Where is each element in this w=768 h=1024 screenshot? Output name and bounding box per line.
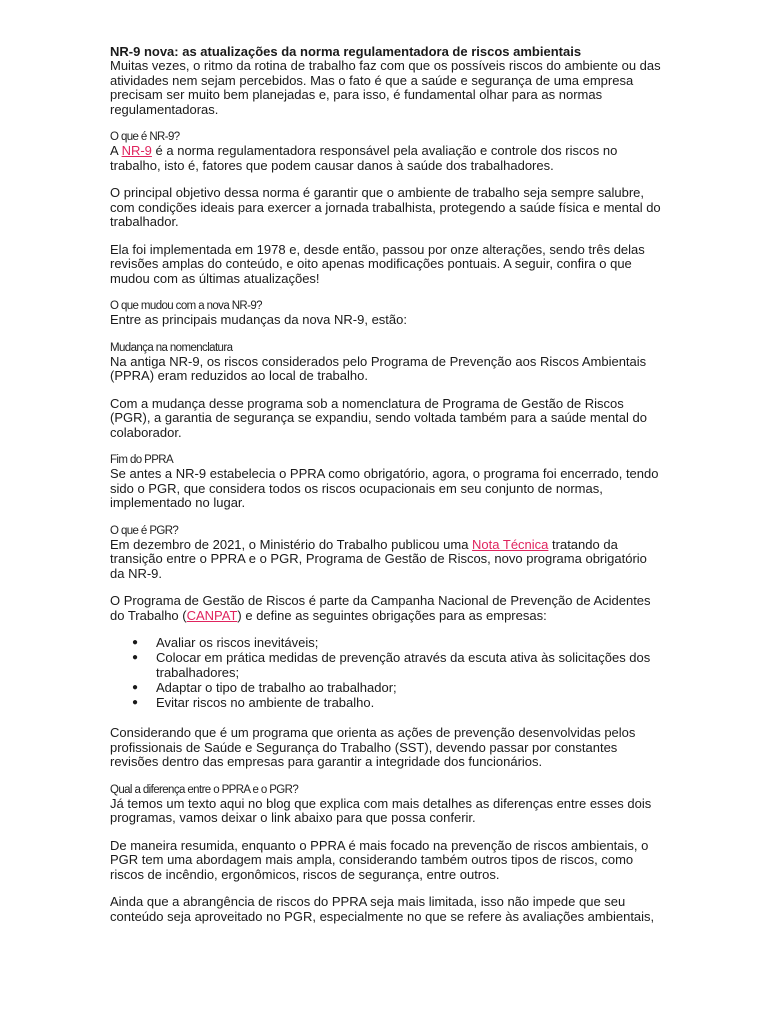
- paragraph: Ela foi implementada em 1978 e, desde então, passou por onze alterações, sendo três delas revisões amplas do conteúdo, e oito apenas modificações pontuais. A seguir, confira o que mudou com as últimas atualizações!: [110, 241, 645, 286]
- bullet-icon: ●: [132, 697, 139, 708]
- list-item: ● Avaliar os riscos inevitáveis;: [132, 635, 319, 650]
- paragraph: De maneira resumida, enquanto o PPRA é mais focado na prevenção de riscos ambientais, o PGR tem uma abordagem mais ampla, considerando também outros tipos de riscos, como riscos de incêndio, ergonômicos, riscos de segurança, entre outros.: [110, 837, 649, 882]
- paragraph: A NR-9 é a norma regulamentadora responsável pela avaliação e controle dos riscos no trabalho, isto é, fatores que podem causar danos à saúde dos trabalhadores.: [110, 143, 618, 173]
- section-heading-ppra-vs-pgr: Qual a diferença entre o PPRA e o PGR?: [110, 783, 299, 796]
- canpat-link[interactable]: CANPAT: [186, 607, 238, 623]
- paragraph: Entre as principais mudanças da nova NR-9, estão:: [110, 312, 407, 327]
- paragraph: Considerando que é um programa que orienta as ações de prevenção desenvolvidas pelos profissionais de Saúde e Segurança do Trabalho (SST), devendo passar por constantes revisões dentro das empresas para garantir a integridade dos funcionários.: [110, 725, 636, 769]
- intro-paragraph: Muitas vezes, o ritmo da rotina de trabalho faz com que os possíveis riscos do ambiente ou das atividades nem sejam percebidos. Mas o fato é que a saúde e segurança de uma empresa precisam ser muito bem planejadas e, para isso, é fundamental olhar para as normas regulamentadoras.: [110, 58, 661, 117]
- bullet-icon: ●: [132, 652, 139, 663]
- paragraph: Ainda que a abrangência de riscos do PPRA seja mais limitada, isso não impede que seu conteúdo seja aproveitado no PGR, especialmente no que se refere às avaliações ambientais,: [110, 894, 655, 924]
- section-heading-what-is-pgr: O que é PGR?: [110, 524, 179, 537]
- section-heading-nomenclature: Mudança na nomenclatura: [110, 341, 233, 354]
- nr9-link[interactable]: NR-9: [121, 143, 152, 158]
- nota-tecnica-link[interactable]: Nota Técnica: [472, 536, 549, 552]
- paragraph: Já temos um texto aqui no blog que explica com mais detalhes as diferenças entre esses dois programas, vamos deixar o link abaixo para que possa conferir.: [110, 795, 652, 825]
- paragraph: Com a mudança desse programa sob a nomenclatura de Programa de Gestão de Riscos (PGR), a garantia de segurança se expandiu, sendo voltada também para a saúde mental do colaborador.: [110, 395, 647, 440]
- paragraph: Na antiga NR-9, os riscos considerados pelo Programa de Prevenção aos Riscos Ambientais (PPRA) eram reduzidos ao local de trabalho.: [110, 353, 647, 383]
- document-page: [110, 44, 662, 924]
- bullet-icon: ●: [132, 637, 139, 648]
- list-item: ● Colocar em prática medidas de prevenção através da escuta ativa às solicitações dos trabalhadores;: [132, 650, 651, 680]
- paragraph: O Programa de Gestão de Riscos é parte da Campanha Nacional de Prevenção de Acidentes do Trabalho (CANPAT) e define as seguintes obrigações para as empresas:: [110, 593, 651, 623]
- paragraph: Se antes a NR-9 estabelecia o PPRA como obrigatório, agora, o programa foi encerrado, tendo sido o PGR, que considera todos os riscos ocupacionais em seu conjunto de normas, implementado no lugar.: [110, 466, 659, 510]
- article-title: NR-9 nova: as atualizações da norma regulamentadora de riscos ambientais: [110, 44, 582, 59]
- paragraph: Em dezembro de 2021, o Ministério do Trabalho publicou uma Nota Técnica tratando da transição entre o PPRA e o PGR, Programa de Gestão de Riscos, novo programa obrigatório da NR-9.: [110, 536, 647, 581]
- list-item: ● Evitar riscos no ambiente de trabalho.: [132, 695, 375, 710]
- bullet-icon: ●: [132, 682, 139, 693]
- list-item: ● Adaptar o tipo de trabalho ao trabalhador;: [132, 680, 397, 695]
- obligations-list: [110, 635, 662, 710]
- section-heading-what-changed: O que mudou com a nova NR-9?: [110, 300, 262, 312]
- section-heading-end-of-ppra: Fim do PPRA: [110, 454, 174, 466]
- paragraph: O principal objetivo dessa norma é garantir que o ambiente de trabalho seja sempre salubre, com condições ideais para exercer a jornada trabalhista, protegendo a saúde física e mental do trabalhador.: [110, 185, 661, 229]
- section-heading-what-is-nr9: O que é NR-9?: [110, 131, 180, 143]
